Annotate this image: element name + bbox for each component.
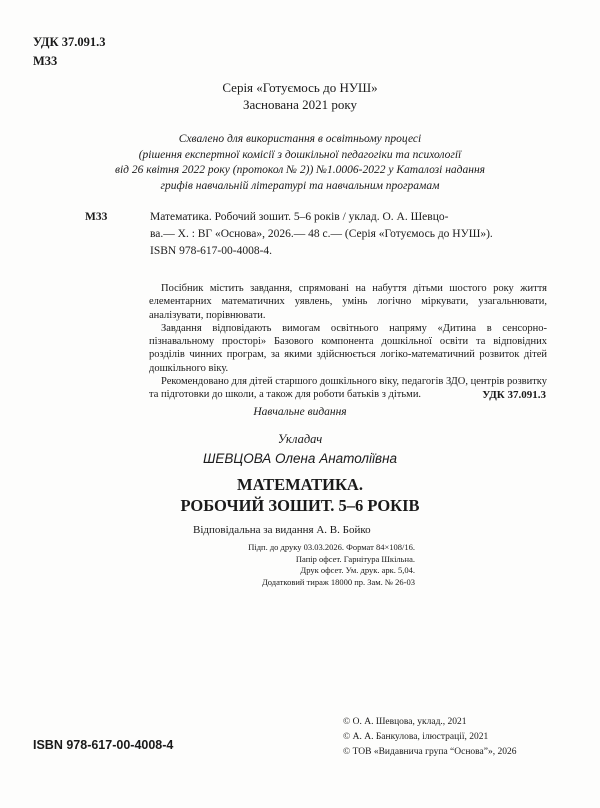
print-info-line: Друк офсет. Ум. друк. арк. 5,04.	[300, 565, 415, 575]
udk-right: УДК 37.091.3	[482, 389, 546, 401]
print-info-line: Підп. до друку 03.03.2026. Формат 84×108/16.	[248, 542, 415, 552]
bibliographic-record	[85, 209, 547, 260]
copyright-block	[343, 715, 516, 760]
edition-type: Навчальне видання	[253, 406, 347, 418]
annotation	[149, 282, 547, 402]
bibliographic-code: М33	[85, 211, 108, 223]
copyright-line: © О. А. Шевцова, уклад., 2021	[343, 717, 467, 727]
approval-line: (рішення експертної комісії з дошкільної педагогіки та психології	[138, 148, 462, 161]
author-sign-code: М33	[33, 54, 58, 68]
udk-code: УДК 37.091.3	[33, 35, 106, 49]
bibliographic-line: ISBN 978-617-00-4008-4.	[150, 245, 273, 257]
bibliographic-line: Математика. Робочий зошит. 5–6 років / уклад. О. А. Шевцо-	[150, 211, 449, 223]
print-info	[200, 542, 415, 588]
isbn: ISBN 978-617-00-4008-4	[33, 738, 174, 752]
print-info-line: Додатковий тираж 18000 пр. Зам. № 26-03	[261, 576, 415, 587]
annotation-paragraph: Завдання відповідають вимогам освітнього напряму «Дитина в сенсорно-пізнавальному просторі» Базового компонента дошкільної освіти та відповідних розділів чинних програм, за якими здійснюється логіко-математичний розвиток дітей дошкільного віку.	[149, 322, 547, 374]
series-block	[0, 79, 600, 113]
book-title	[0, 474, 600, 516]
book-title-line: МАТЕМАТИКА.	[237, 475, 363, 494]
compiler-label: Укладач	[277, 432, 323, 446]
series-founded: Заснована 2021 року	[242, 97, 358, 112]
responsible-editor: Відповідальна за видання А. В. Бойко	[193, 524, 371, 536]
print-info-line: Папір офсет. Гарнітура Шкільна.	[295, 553, 415, 564]
compiler-name: ШЕВЦОВА Олена Анатоліївна	[202, 451, 398, 466]
approval-statement	[92, 132, 508, 194]
annotation-paragraph: Посібник містить завдання, спрямовані на набуття дітьми шостого року життя елементарних математичних уявлень, умінь логічно міркувати, узагальнювати, аналізувати, порівнювати.	[149, 283, 547, 321]
header-udk-block	[33, 33, 105, 71]
approval-line: грифів навчальній літературі та навчальним програмам	[160, 179, 440, 192]
bibliographic-line: ва.— Х. : ВГ «Основа», 2026.— 48 с.— (Серія «Готуємось до НУШ»).	[150, 228, 493, 240]
series-name: Серія «Готуємось до НУШ»	[222, 80, 378, 95]
copyright-line: © А. А. Банкулова, ілюстрації, 2021	[343, 732, 489, 742]
annotation-paragraph: Рекомендовано для дітей старшого дошкільного віку, педагогів ЗДО, центрів розвитку та підготовки до школи, а також для роботи батьків з дітьми.	[149, 376, 547, 401]
approval-line: Схвалено для використання в освітньому процесі	[178, 133, 422, 145]
approval-line: від 26 квітня 2022 року (протокол № 2)) №1.0006-2022 у Каталозі надання	[114, 164, 486, 176]
copyright-line: © ТОВ «Видавнича група “Основа”», 2026	[343, 747, 517, 757]
book-title-line: РОБОЧИЙ ЗОШИТ. 5–6 РОКІВ	[180, 496, 420, 515]
